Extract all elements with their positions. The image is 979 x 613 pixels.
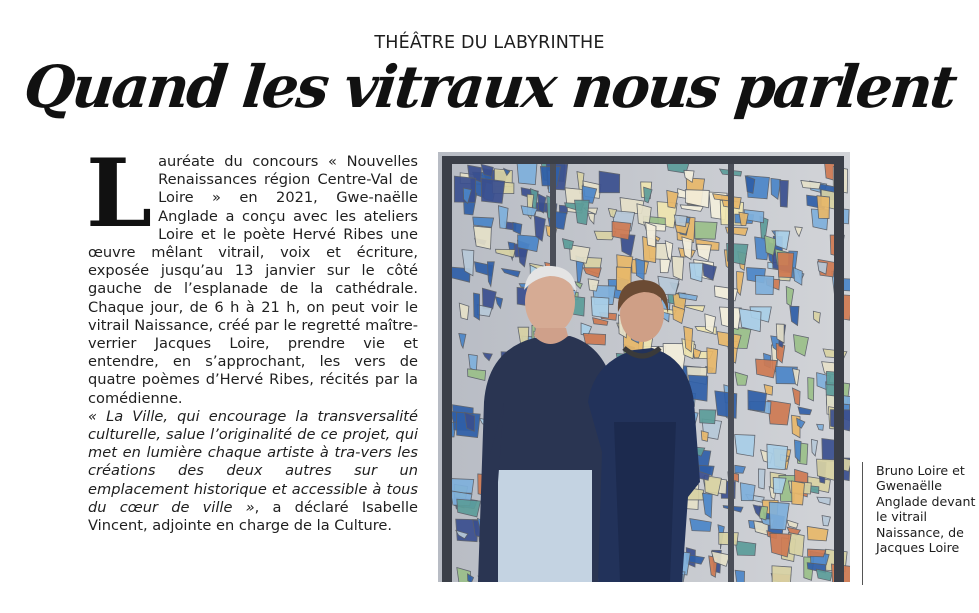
frame-post-left bbox=[442, 156, 452, 582]
drop-cap: L bbox=[86, 139, 153, 249]
glass-piece bbox=[481, 178, 505, 203]
article-lead: auréate du concours « Nouvelles Renaissances région Centre-Val de Loire » en 2021, Gwe-naëlle Anglade a conçu avec les ateliers Loire et le poète Hervé Ribes une œuvre mêlant vitrail, voix et écriture, exposée jusqu’au 13 janvier sur le côté gauche de l’esplanade de la cathédrale. Chaque jour, de 6 h à 21 h, on peut voir le vitrail Naissance, créé par le regretté maître-verrier Jacques Loire, prendre vie et entendre, en s’approchant, les vers de quatre poèmes d’Hervé Ribes, récités par la comédienne. bbox=[88, 153, 418, 407]
glass-piece bbox=[612, 221, 631, 239]
frame-top bbox=[442, 156, 844, 164]
stained-glass-photo-illustration bbox=[438, 152, 850, 582]
article-body bbox=[86, 139, 418, 535]
glass-piece bbox=[735, 570, 744, 582]
glass-piece bbox=[588, 279, 599, 291]
glass-piece bbox=[646, 222, 656, 247]
glass-piece bbox=[599, 171, 620, 193]
headline: Quand les vitraux nous parlent bbox=[20, 53, 959, 121]
glass-piece bbox=[707, 348, 718, 374]
glass-piece bbox=[695, 221, 717, 239]
glass-piece bbox=[701, 431, 708, 442]
article-quote-paragraph bbox=[88, 408, 418, 535]
glass-piece bbox=[792, 481, 805, 505]
caption-rule bbox=[862, 462, 863, 585]
glass-piece bbox=[808, 549, 826, 557]
photo-caption: Bruno Loire et Gwenaëlle Anglade devant le vitrail Naissance, de Jacques Loire bbox=[876, 463, 976, 556]
article-quote: « La Ville, qui encourage la transversalité culturelle, salue l’originalité de ce projet, qui met en lumière chaque artiste à tra-vers les créations des deux autres sur un emplacement historique et accessible à tous du cœur de ville » bbox=[88, 407, 418, 516]
glass-piece bbox=[758, 469, 765, 489]
glass-piece bbox=[780, 180, 789, 207]
glass-piece bbox=[583, 333, 605, 345]
frame-post-right bbox=[834, 156, 844, 582]
glass-piece bbox=[767, 444, 788, 469]
section-kicker: THÉÂTRE DU LABYRINTHE bbox=[374, 33, 605, 53]
glass-piece bbox=[748, 390, 767, 411]
glass-piece bbox=[735, 465, 746, 473]
article-photo bbox=[438, 152, 850, 582]
glass-piece bbox=[591, 297, 609, 318]
glass-piece bbox=[817, 196, 830, 219]
glass-piece bbox=[769, 502, 789, 530]
glass-piece bbox=[689, 263, 702, 282]
glass-piece bbox=[735, 435, 755, 457]
glass-piece bbox=[735, 541, 756, 556]
glass-piece bbox=[756, 275, 774, 294]
glass-piece bbox=[498, 206, 508, 229]
glass-piece bbox=[699, 410, 716, 424]
frame-post bbox=[728, 156, 734, 582]
glass-piece bbox=[756, 359, 777, 378]
glass-piece bbox=[570, 245, 590, 264]
glass-piece bbox=[740, 483, 755, 501]
glass-piece bbox=[459, 303, 469, 320]
glass-piece bbox=[674, 215, 687, 227]
glass-piece bbox=[808, 378, 814, 401]
glass-piece bbox=[473, 293, 479, 320]
glass-piece bbox=[672, 256, 684, 280]
glass-piece bbox=[772, 566, 792, 582]
glass-piece bbox=[777, 252, 793, 277]
glass-piece bbox=[473, 226, 491, 249]
article-attribution: , a déclaré Isabelle Vincent, adjointe en charge de la Culture. bbox=[88, 498, 418, 535]
